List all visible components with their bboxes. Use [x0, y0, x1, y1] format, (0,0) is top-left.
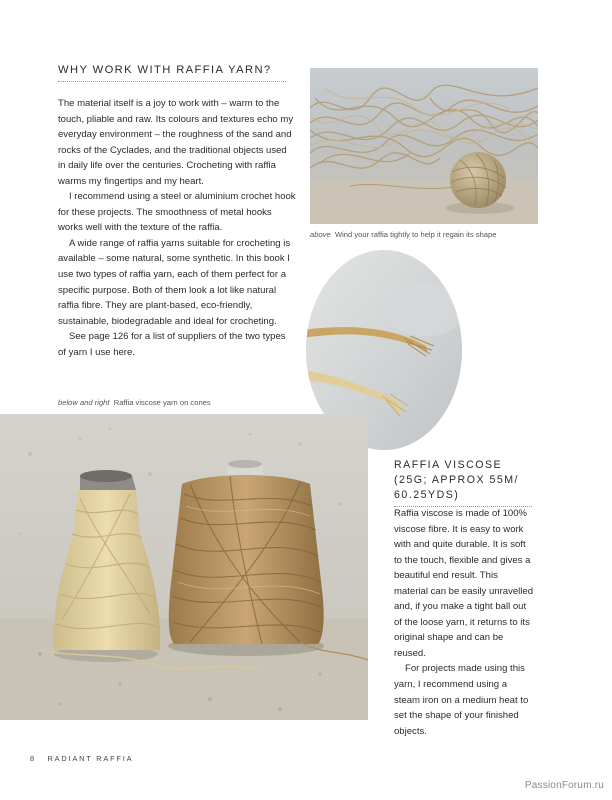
section-heading: WHY WORK WITH RAFFIA YARN? [58, 64, 286, 82]
paragraph: A wide range of raffia yarns suitable for crocheting is available – some natural, some synthetic. In this book I use two types of raffia yarn, each of them perfect for a specific purpose. Both of them look a lot like natural raffia fibre. They are plant-based, eco-friendly, sustainable, biodegradable and ideal for crocheting. [58, 237, 291, 327]
paragraph: I recommend using a steel or aluminium crochet hook for these projects. The smoothness of metal hooks works well with the texture of the raffia. [58, 191, 296, 234]
raffia-cones-photo [0, 414, 368, 720]
paragraph: For projects made using this yarn, I recommend using a steam iron on a medium heat to set the shape of your finished objects. [394, 663, 529, 737]
raffia-ball-photo [310, 68, 538, 224]
paragraph: Raffia viscose is made of 100% viscose fibre. It is easy to work with and quite durable. It is soft to the touch, flexible and gives a beautiful end result. This material can be easily unravelled and, if you make a tight ball out of the loose yarn, it returns to its original shape and can be reused. [394, 508, 534, 659]
watermark: PassionForum.ru [524, 780, 604, 791]
raffia-ball-illustration [310, 68, 538, 224]
caption-bottom [58, 398, 211, 407]
caption-bottom-text: Raffia viscose yarn on cones [113, 398, 211, 407]
viscose-heading: RAFFIA VISCOSE (25G; APPROX 55M/ 60.25YDS) [394, 458, 532, 507]
page-footer [30, 754, 133, 763]
intro-body [58, 96, 296, 360]
viscose-body [394, 506, 534, 739]
raffia-cones-illustration [0, 414, 368, 720]
page-number: 8 [30, 754, 36, 763]
book-title: RADIANT RAFFIA [47, 754, 134, 763]
paragraph: See page 126 for a list of suppliers of the two types of yarn I use here. [58, 331, 286, 358]
caption-top [310, 230, 496, 239]
caption-top-label: above [310, 230, 331, 239]
caption-top-text: Wind your raffia tightly to help it regain its shape [334, 230, 497, 239]
caption-bottom-label: below and right [58, 398, 110, 407]
paragraph: The material itself is a joy to work with – warm to the touch, pliable and raw. Its colours and textures echo my everyday environment – the roughness of the sand and rocks of the Cyclades, and the traditional objects used in daily life over the centuries. Crocheting with raffia warms my fingertips and my heart. [58, 98, 294, 187]
